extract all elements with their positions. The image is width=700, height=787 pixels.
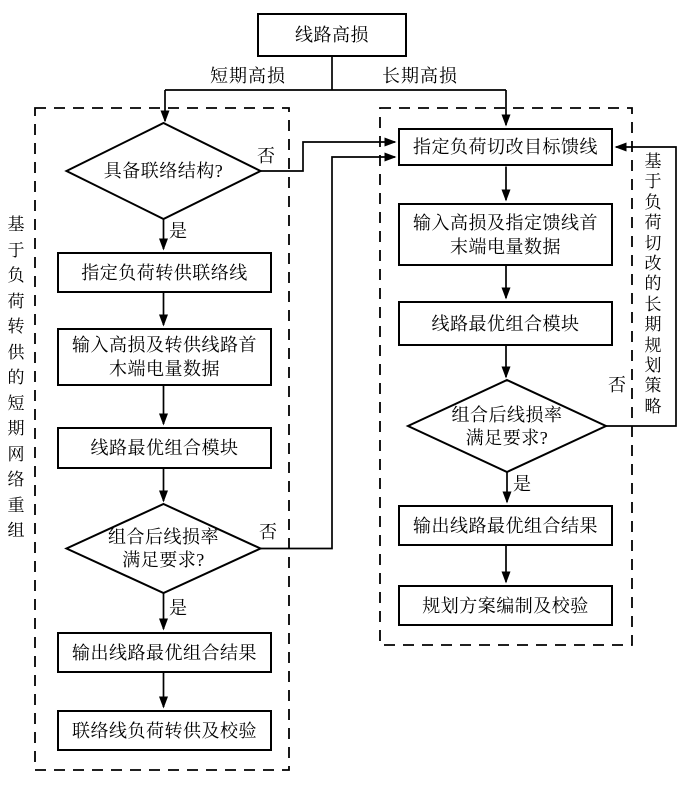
process-input-transfer-energy-data: 输入高损及转供线路首 木端电量数据	[57, 328, 272, 386]
process-assign-transfer-tie-line: 指定负荷转供联络线	[57, 252, 272, 293]
start-node-label: 线路高损	[295, 25, 369, 45]
edge-label-no-2: 否	[259, 522, 277, 542]
process-input-feeder-energy-data: 输入高损及指定馈线首 末端电量数据	[398, 203, 613, 266]
decision-loss-rate-left-label: 组合后线损率 满足要求?	[108, 526, 219, 570]
decision-has-tie-structure-label: 具备联络结构?	[103, 160, 224, 181]
side-label-long-term-panel: 基于负荷切改的长期规划策略	[644, 152, 662, 416]
edge-label-yes-1: 是	[169, 221, 187, 241]
branch-label-long-term: 长期高损	[382, 66, 458, 86]
side-label-short-term-panel: 基于负荷转供的短期网络重组	[7, 215, 25, 540]
decision-loss-rate-right-label: 组合后线损率 满足要求?	[451, 404, 563, 448]
edge-label-yes-2: 是	[169, 598, 187, 618]
process-assign-target-feeder: 指定负荷切改目标馈线	[398, 128, 613, 166]
start-node	[257, 13, 407, 57]
edge-label-no-1: 否	[257, 146, 275, 166]
process-line-optimal-combination-right: 线路最优组合模块	[398, 301, 613, 346]
process-output-result-right: 输出线路最优组合结果	[398, 505, 613, 546]
process-output-result-left: 输出线路最优组合结果	[57, 632, 272, 673]
process-line-optimal-combination-left: 线路最优组合模块	[57, 427, 272, 469]
edge-label-yes-3: 是	[513, 474, 531, 494]
process-plan-compile-check: 规划方案编制及校验	[398, 585, 613, 626]
branch-label-short-term: 短期高损	[210, 66, 286, 86]
edge-label-no-3: 否	[608, 375, 626, 395]
process-tie-line-transfer-check: 联络线负荷转供及校验	[57, 710, 272, 751]
